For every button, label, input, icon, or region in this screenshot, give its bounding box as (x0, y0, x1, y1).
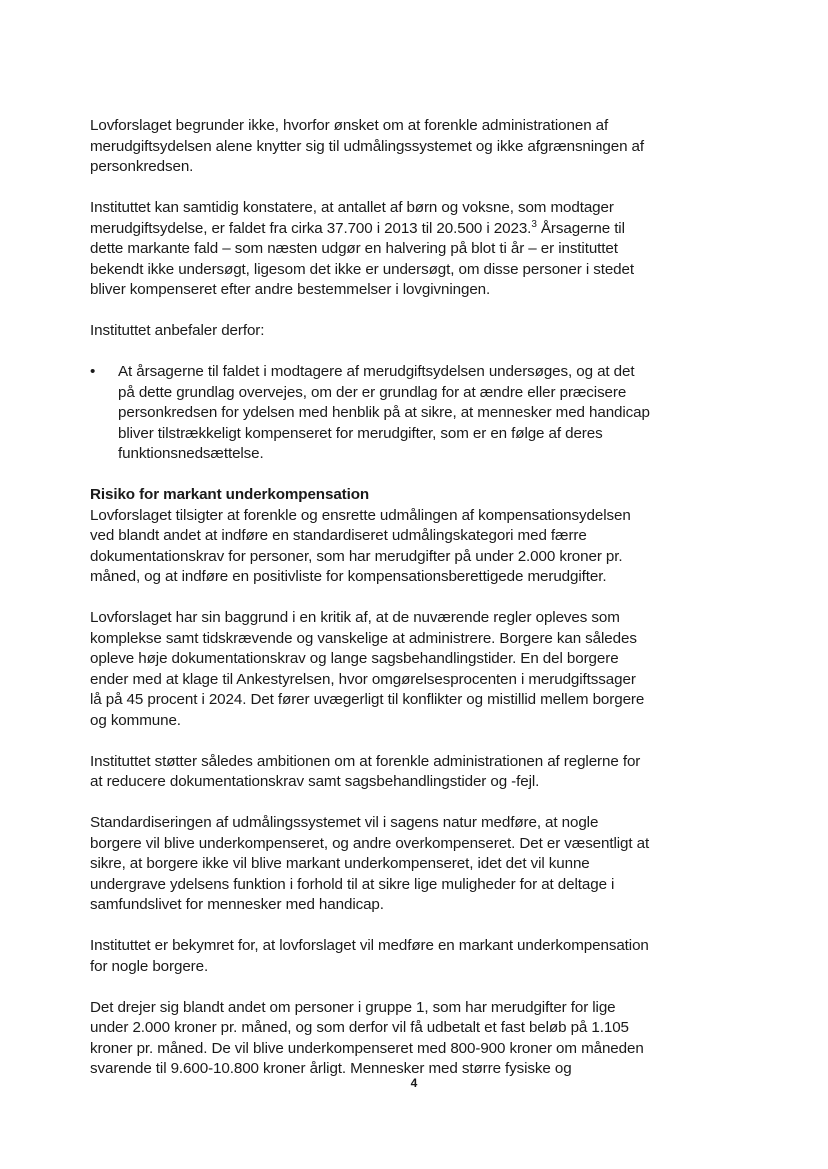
recommendation-item (90, 362, 650, 465)
section-paragraph: Standardiseringen af udmålingssystemet vil i sagens natur medføre, at nogle borgere vil blive underkompenseret, og andre overkompenseret. Det er væsentligt at sikre, at borgere ikke vil blive markant underkompenseret, idet det vil kunne undergrave ydelsens funktion i forhold til at sikre lige muligheder for at deltage i samfundslivet for mennesker med handicap. (90, 814, 650, 913)
footnote-reference[interactable]: 3 (531, 218, 537, 230)
section-paragraph: Instituttet støtter således ambitionen om at forenkle administrationen af reglerne for at reducere dokumentationskrav samt sagsbehandlingstider og -fejl. (90, 752, 641, 790)
page-number: 4 (410, 1076, 418, 1090)
recommendation-list (90, 362, 650, 465)
paragraph-statistics (90, 198, 650, 301)
paragraph-intro: Lovforslaget begrunder ikke, hvorfor ønsket om at forenkle administrationen af merudgiftsydelsen alene knytter sig til udmålingssystemet og ikke afgrænsningen af personkredsen. (90, 117, 645, 175)
paragraph-recommendation-lead: Instituttet anbefaler derfor: (90, 322, 265, 339)
paragraph-statistics-text: Instituttet kan samtidig konstatere, at antallet af børn og voksne, som modtager merudgiftsydelse, er faldet fra cirka 37.700 i 2013 til 20.500 i 2023. (90, 199, 614, 237)
page-content (90, 116, 650, 1100)
section-paragraph: Lovforslaget har sin baggrund i en kritik af, at de nuværende regler opleves som komplekse samt tidskrævende og vanskelige at administrere. Borgere kan således opleve høje dokumentationskrav og lange sagsbehandlingstider. En del borgere ender med at klage til Ankestyrelsen, hvor omgørelsesprocenten i merudgiftssager lå på 45 procent i 2024. Det fører uvægerligt til konflikter og mistillid mellem borgere og kommune. (90, 609, 645, 729)
paragraph-statistics-continued: Årsagerne til dette markante fald – som næsten udgør en halvering på blot ti år – er instituttet bekendt ikke undersøgt, ligesom det ikke er undersøgt, om disse personer i stedet bliver kompenseret efter andre bestemmelser i lovgivningen. (90, 219, 634, 298)
section-heading: Risiko for markant underkompensation (90, 486, 370, 503)
bullet-marker: • (90, 363, 96, 380)
section-paragraph: Det drejer sig blandt andet om personer i gruppe 1, som har merudgifter for lige under 2.000 kroner pr. måned, og som derfor vil få udbetalt et fast beløb på 1.105 kroner pr. måned. De vil blive underkompenseret med 800-900 kroner om måneden svarende til 9.600-10.800 kroner årligt. Mennesker med større fysiske og (90, 998, 644, 1077)
recommendation-text: At årsagerne til faldet i modtagere af merudgiftsydelsen undersøges, og at det på dette grundlag overvejes, om der er grundlag for at ændre eller præcisere personkredsen for ydelsen med henblik på at sikre, at mennesker med handicap bliver tilstrækkeligt kompenseret for merudgifter, som er en følge af deres funktionsnedsættelse. (118, 363, 650, 462)
section-paragraph: Instituttet er bekymret for, at lovforslaget vil medføre en markant underkompensation for nogle borgere. (90, 937, 649, 975)
section-paragraph: Lovforslaget tilsigter at forenkle og ensrette udmålingen af kompensationsydelsen ved blandt andet at indføre en standardiseret udmålingskategori med færre dokumentationskrav for personer, som har merudgifter på under 2.000 kroner pr. måned, og at indføre en positivliste for kompensationsberettigede merudgifter. (90, 506, 631, 585)
